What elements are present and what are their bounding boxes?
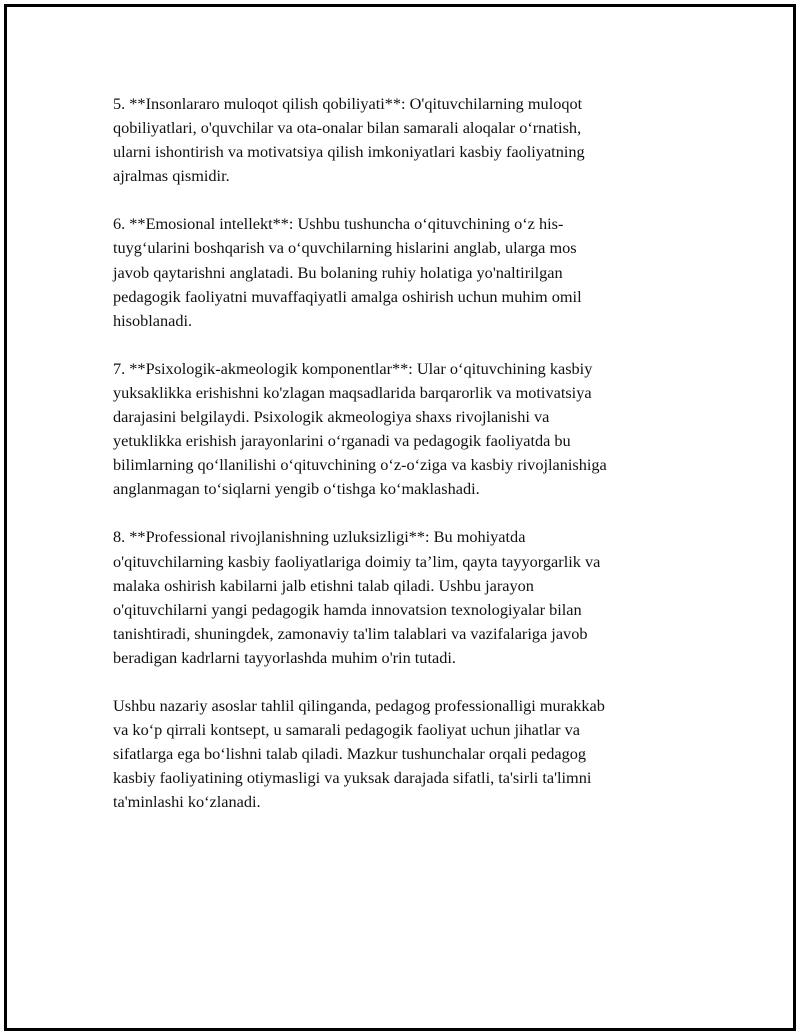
text-line: va ko‘p qirrali kontsept, u samarali pedagogik faoliyat uchun jihatlar va <box>113 720 581 740</box>
text-line: javob qaytarishni anglatadi. Bu bolaning ruhiy holatiga yo'naltirilgan <box>113 262 563 282</box>
text-line: qobiliyatlari, o'quvchilar va ota-onalar bilan samarali aloqalar o‘rnatish, <box>113 118 582 138</box>
text-line: ajralmas qismidir. <box>113 166 230 186</box>
text-line: yuksaklikka erishishni ko'zlagan maqsadlarida barqarorlik va motivatsiya <box>113 382 592 402</box>
text-line: beradigan kadrlarni tayyorlashda muhim o'rin tutadi. <box>113 647 456 667</box>
paragraph-interpersonal-communication <box>113 92 683 188</box>
text-line: darajasini belgilaydi. Psixologik akmeologiya shaxs rivojlanishi va <box>113 407 550 427</box>
text-line: kasbiy faoliyatining otiymasligi va yuksak darajada sifatli, ta'sirli ta'limni <box>113 768 592 788</box>
text-line: sifatlarga ega bo‘lishni talab qiladi. Mazkur tushunchalar orqali pedagog <box>113 744 587 764</box>
paragraph-professional-development <box>113 525 683 670</box>
text-line: 8. **Professional rivojlanishning uzluksizligi**: Bu mohiyatda <box>113 527 526 547</box>
text-line: 5. **Insonlararo muloqot qilish qobiliyati**: O'qituvchilarning muloqot <box>113 94 583 113</box>
text-line: bilimlarning qo‘llanilishi o‘qituvchining o‘z-o‘ziga va kasbiy rivojlanishiga <box>113 455 607 475</box>
text-line: tuyg‘ularini boshqarish va o‘quvchilarning hislarini anglab, ularga mos <box>113 238 577 258</box>
paragraph-conclusion <box>113 694 683 814</box>
text-line: 7. **Psixologik-akmeologik komponentlar**: Ular o‘qituvchining kasbiy <box>113 358 593 378</box>
text-line: tanishtiradi, shuningdek, zamonaviy ta'lim talablari va vazifalariga javob <box>113 623 588 643</box>
text-line: 6. **Emosional intellekt**: Ushbu tushuncha o‘qituvchining o‘z his- <box>113 214 564 234</box>
text-line: anglanmagan to‘siqlarni yengib o‘tishga ko‘maklashadi. <box>113 479 480 499</box>
text-line: hisoblanadi. <box>113 310 193 330</box>
paragraph-emotional-intelligence <box>113 212 683 332</box>
text-line: yetuklikka erishish jarayonlarini o‘rganadi va pedagogik faoliyatda bu <box>113 431 571 451</box>
text-line: Ushbu nazariy asoslar tahlil qilinganda, pedagog professionalligi murakkab <box>113 695 605 715</box>
text-line: malaka oshirish kabilarni jalb etishni talab qiladi. Ushbu jarayon <box>113 575 534 595</box>
paragraph-psychological-components <box>113 357 683 502</box>
text-line: ularni ishontirish va motivatsiya qilish imkoniyatlari kasbiy faoliyatning <box>113 142 585 162</box>
text-line: ta'minlashi ko‘zlanadi. <box>113 792 261 812</box>
text-line: o'qituvchilarning kasbiy faoliyatlariga doimiy ta’lim, qayta tayyorgarlik va <box>113 551 601 571</box>
text-line: o'qituvchilarni yangi pedagogik hamda innovatsion texnologiyalar bilan <box>113 599 582 619</box>
document-body <box>113 92 683 838</box>
text-line: pedagogik faoliyatni muvaffaqiyatli amalga oshirish uchun muhim omil <box>113 286 582 306</box>
